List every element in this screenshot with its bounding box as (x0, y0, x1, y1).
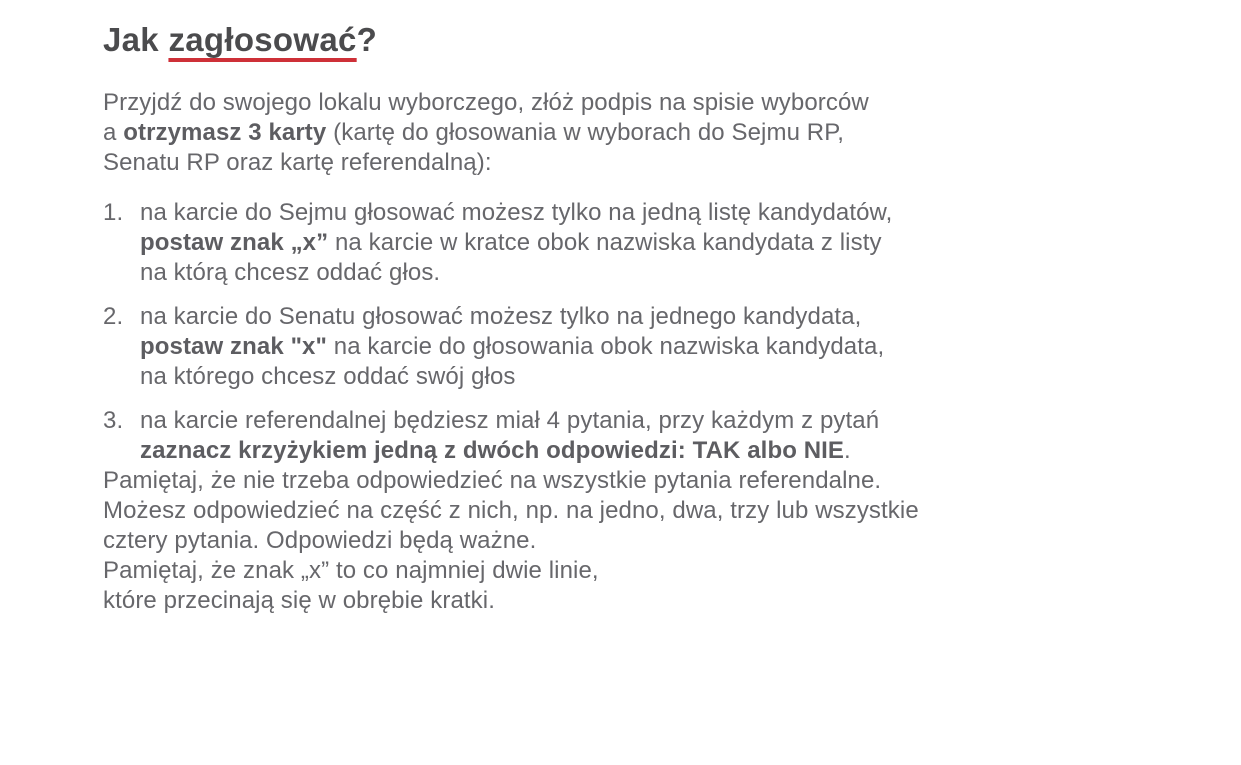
list-item-number: 1. (103, 199, 124, 226)
list-item-text (140, 198, 1143, 288)
note-paragraph-referendum-answers (103, 466, 1143, 556)
intro-paragraph (103, 88, 1143, 178)
list-item-senat (103, 302, 1143, 392)
item2-line2-rest: na karcie do głosowania obok nazwiska kandydata, (326, 333, 885, 360)
note1-line2: Możesz odpowiedzieć na część z nich, np. na jedno, dwa, trzy lub wszystkie (103, 497, 919, 524)
note1-line1: Pamiętaj, że nie trzeba odpowiedzieć na wszystkie pytania referendalne. (103, 467, 882, 494)
note-paragraph-x-mark (103, 556, 1143, 616)
page-title-underlined-word: zagłosować (168, 21, 357, 58)
item1-line2-bold: postaw znak „x” (140, 229, 329, 256)
list-item-referendum (103, 406, 1143, 466)
page-title-prefix: Jak (103, 21, 169, 58)
list-item-text (140, 302, 1143, 392)
item3-line1: na karcie referendalnej będziesz miał 4 pytania, przy każdym z pytań (140, 407, 880, 434)
item3-line2-rest: . (844, 437, 851, 464)
page-title-suffix: ? (356, 21, 378, 58)
note2-line2: które przecinają się w obrębie kratki. (103, 587, 495, 614)
item2-line1: na karcie do Senatu głosować możesz tylko na jednego kandydata, (140, 303, 862, 330)
list-item-sejm (103, 198, 1143, 288)
intro-line2-start: a (103, 119, 124, 146)
intro-line2-bold: otrzymasz 3 karty (123, 119, 327, 146)
intro-line3: Senatu RP oraz kartę referendalną): (103, 149, 492, 176)
intro-line2-rest: (kartę do głosowania w wyborach do Sejmu RP, (326, 119, 845, 146)
item2-line3: na którego chcesz oddać swój głos (140, 363, 516, 390)
list-item-number: 2. (103, 303, 124, 330)
numbered-list (103, 198, 1143, 466)
note2-line1: Pamiętaj, że znak „x” to co najmniej dwie linie, (103, 557, 599, 584)
item1-line2-rest: na karcie w kratce obok nazwiska kandydata z listy (328, 229, 882, 256)
intro-line1: Przyjdź do swojego lokalu wyborczego, złóż podpis na spisie wyborców (103, 89, 869, 116)
list-item-text (140, 406, 1143, 466)
item3-line2-bold: zaznacz krzyżykiem jedną z dwóch odpowiedzi: TAK albo NIE (140, 437, 845, 464)
note1-line3: cztery pytania. Odpowiedzi będą ważne. (103, 527, 537, 554)
list-item-number: 3. (103, 407, 124, 434)
slide-content (103, 20, 1143, 616)
item1-line1: na karcie do Sejmu głosować możesz tylko na jedną listę kandydatów, (140, 199, 893, 226)
item1-line3: na którą chcesz oddać głos. (140, 259, 441, 286)
page-title (103, 20, 1143, 60)
item2-line2-bold: postaw znak "x" (140, 333, 327, 360)
